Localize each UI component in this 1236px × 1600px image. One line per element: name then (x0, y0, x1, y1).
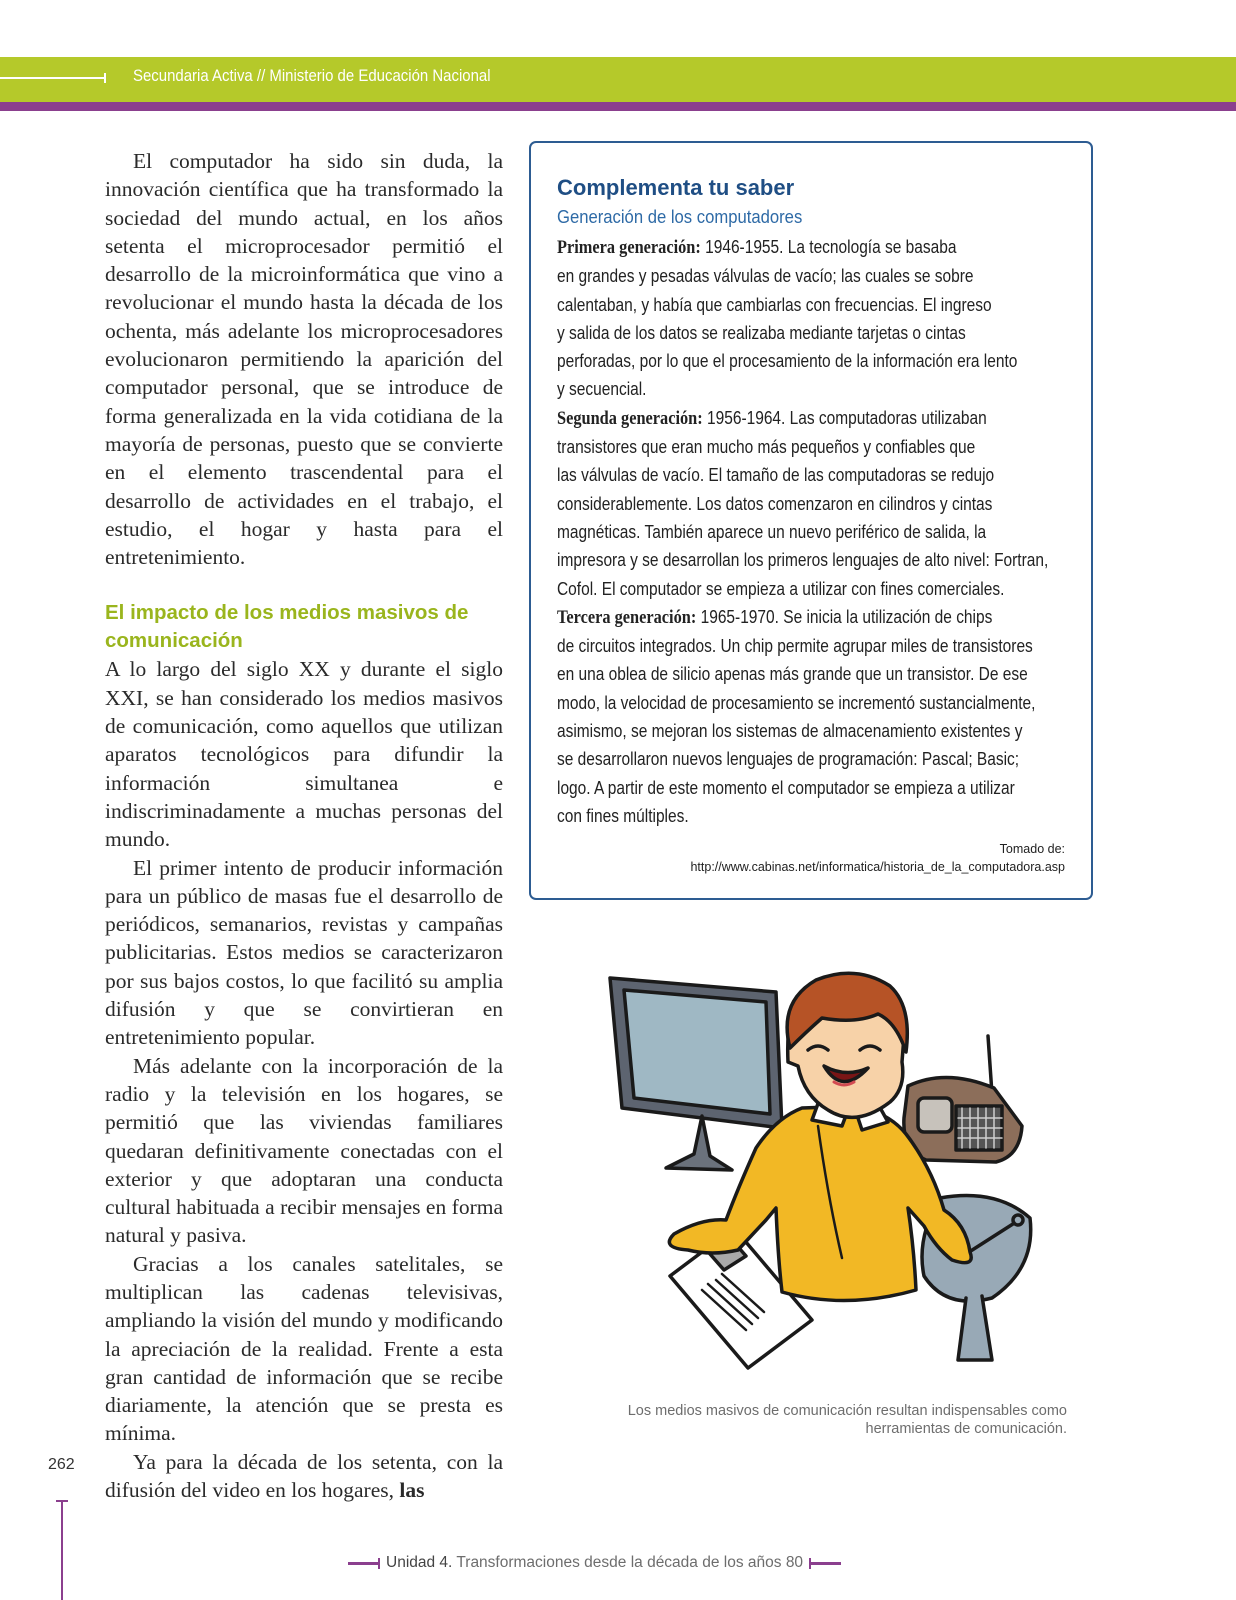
footer-unit-title: Transformaciones desde la década de los años 80 (452, 1554, 804, 1571)
gen1-line: perforadas, por lo que el procesamiento de la información era lento (557, 351, 1018, 372)
source-credit (690, 840, 1065, 876)
footer-unit-label: Unidad 4. (386, 1554, 453, 1571)
paragraph-medios-masivos: A lo largo del siglo XX y durante el siglo XXI, se han considerado los medios masivos de comunicación, como aquellos que utilizan aparatos tecnológicos para difundir la información simultanea e indiscriminadamente a muchas personas del mundo. (105, 657, 503, 852)
gen2-label: Segunda generación: (557, 407, 703, 429)
box-body (557, 233, 1073, 830)
gen3-line: modo, la velocidad de procesamiento se incrementó sustancialmente, (557, 692, 1036, 713)
gen1-line: calentaban, y había que cambiarlas con frecuencias. El ingreso (557, 294, 992, 315)
gen3-line: de circuitos integrados. Un chip permite agrupar miles de transistores (557, 636, 1033, 657)
mass-media-illustration (606, 958, 1054, 1390)
main-text-column (105, 147, 503, 1504)
gen2-line: considerablemente. Los datos comenzaron en cilindros y cintas (557, 493, 993, 514)
figure-caption: Los medios masivos de comunicación resultan indispensables como herramientas de comunicación. (627, 1403, 1067, 1437)
source-label: Tomado de: (999, 842, 1065, 856)
box-subtitle: Generación de los computadores (557, 206, 803, 227)
paragraph-decada-setenta-bold: las (399, 1478, 425, 1503)
gen1-line-0: Primera generación: 1946-1955. La tecnología se basaba (557, 237, 957, 258)
complementa-tu-saber-box (529, 141, 1093, 900)
monitor-drawing (610, 978, 782, 1170)
gen2-line: impresora y se desarrollan los primeros lenguajes de alto nivel: Fortran, (557, 550, 1049, 571)
footer-side-rule-tick (56, 1500, 68, 1502)
footer-bar-left-cap (378, 1558, 380, 1569)
radio-drawing (904, 1036, 1022, 1162)
footer-bar-left (348, 1562, 378, 1565)
gen3-label: Tercera generación: (557, 606, 697, 628)
gen3-line: en una oblea de silicio apenas más grande que un transistor. De ese (557, 664, 1028, 685)
paragraph-radio-television: Más adelante con la incorporación de la radio y la televisión en los hogares, se permitió que las viviendas familiares quedaran definitivamente conectadas con el exterior y que adoptaran una conducta cultural habituada a recibir mensajes en forma natural y pasiva. (105, 1053, 503, 1248)
section-title: El impacto de los medios masivos de comunicación (105, 601, 469, 653)
gen3-line: asimismo, se mejoran los sistemas de almacenamiento existentes y (557, 721, 1023, 742)
gen2-line: transistores que eran mucho más pequeños y confiables que (557, 437, 976, 458)
gen3-line: logo. A partir de este momento el computador se empieza a utilizar (557, 777, 1015, 798)
paragraph-canales-satelitales: Gracias a los canales satelitales, se multiplican las cadenas televisivas, ampliando la visión del mundo y modificando la apreciación de la realidad. Frente a esta gran cantidad de información que se recibe diariamente, la atención que se presta es mínima. (105, 1251, 503, 1446)
paragraph-decada-setenta (105, 1448, 503, 1505)
gen3-line: con fines múltiples. (557, 805, 689, 826)
box-title: Complementa tu saber (557, 175, 795, 200)
gen2-line: las válvulas de vacío. El tamaño de las computadoras se redujo (557, 465, 995, 486)
gen2-line: magnéticas. También aparece un nuevo periférico de salida, la (557, 521, 987, 542)
footer-unit-text (386, 1554, 803, 1572)
paragraph-decada-setenta-text: Ya para la década de los setenta, con la difusión del video en los hogares, (105, 1449, 503, 1503)
gen1-line: y secuencial. (557, 379, 647, 400)
header-rule (0, 77, 106, 79)
gen2-line-0: Segunda generación: 1956-1964. Las computadoras utilizaban (557, 407, 987, 429)
paragraph-computador: El computador ha sido sin duda, la innovación científica que ha transformado la sociedad del mundo actual, en los años setenta el microprocesador permitió el desarrollo de la microinformática que vino a revolucionar el mundo hasta la década de los ochenta, más adelante los microprocesadores evolucionaron permitiendo la aparición del computador personal, que se introduce de forma generalizada en la vida cotidiana de la mayoría de personas, puesto que se convierte en el elemento trascendental para el desarrollo de actividades en el trabajo, el estudio, el hogar y hasta para el entretenimiento. (105, 149, 503, 570)
gen1-line: en grandes y pesadas válvulas de vacío; las cuales se sobre (557, 266, 974, 287)
header-title: Secundaria Activa // Ministerio de Educación Nacional (133, 66, 491, 85)
gen1-line: y salida de los datos se realizaba mediante tarjetas o cintas (557, 322, 966, 343)
footer-bar-right (811, 1562, 841, 1565)
gen3-line-0: Tercera generación: 1965-1970. Se inicia la utilización de chips (557, 606, 993, 628)
header-accent-stripe (0, 102, 1236, 111)
gen3-line: se desarrollaron nuevos lenguajes de programación: Pascal; Basic; (557, 749, 1020, 770)
page-number: 262 (48, 1456, 75, 1473)
footer-side-rule (61, 1500, 63, 1600)
paragraph-primer-intento: El primer intento de producir información para un público de masas fue el desarrollo de periódicos, semanarios, revistas y campañas publicitarias. Estos medios se caracterizaron por sus bajos costos, lo que facilitó su amplia difusión y que se convirtieran en entretenimiento popular. (105, 855, 503, 1050)
header-rule-tick (104, 73, 106, 83)
gen1-label: Primera generación: (557, 237, 701, 258)
source-url: http://www.cabinas.net/informatica/historia_de_la_computadora.asp (690, 860, 1065, 874)
footer-unit (348, 1552, 841, 1574)
gen2-line: Cofol. El computador se empieza a utilizar con fines comerciales. (557, 578, 1005, 599)
